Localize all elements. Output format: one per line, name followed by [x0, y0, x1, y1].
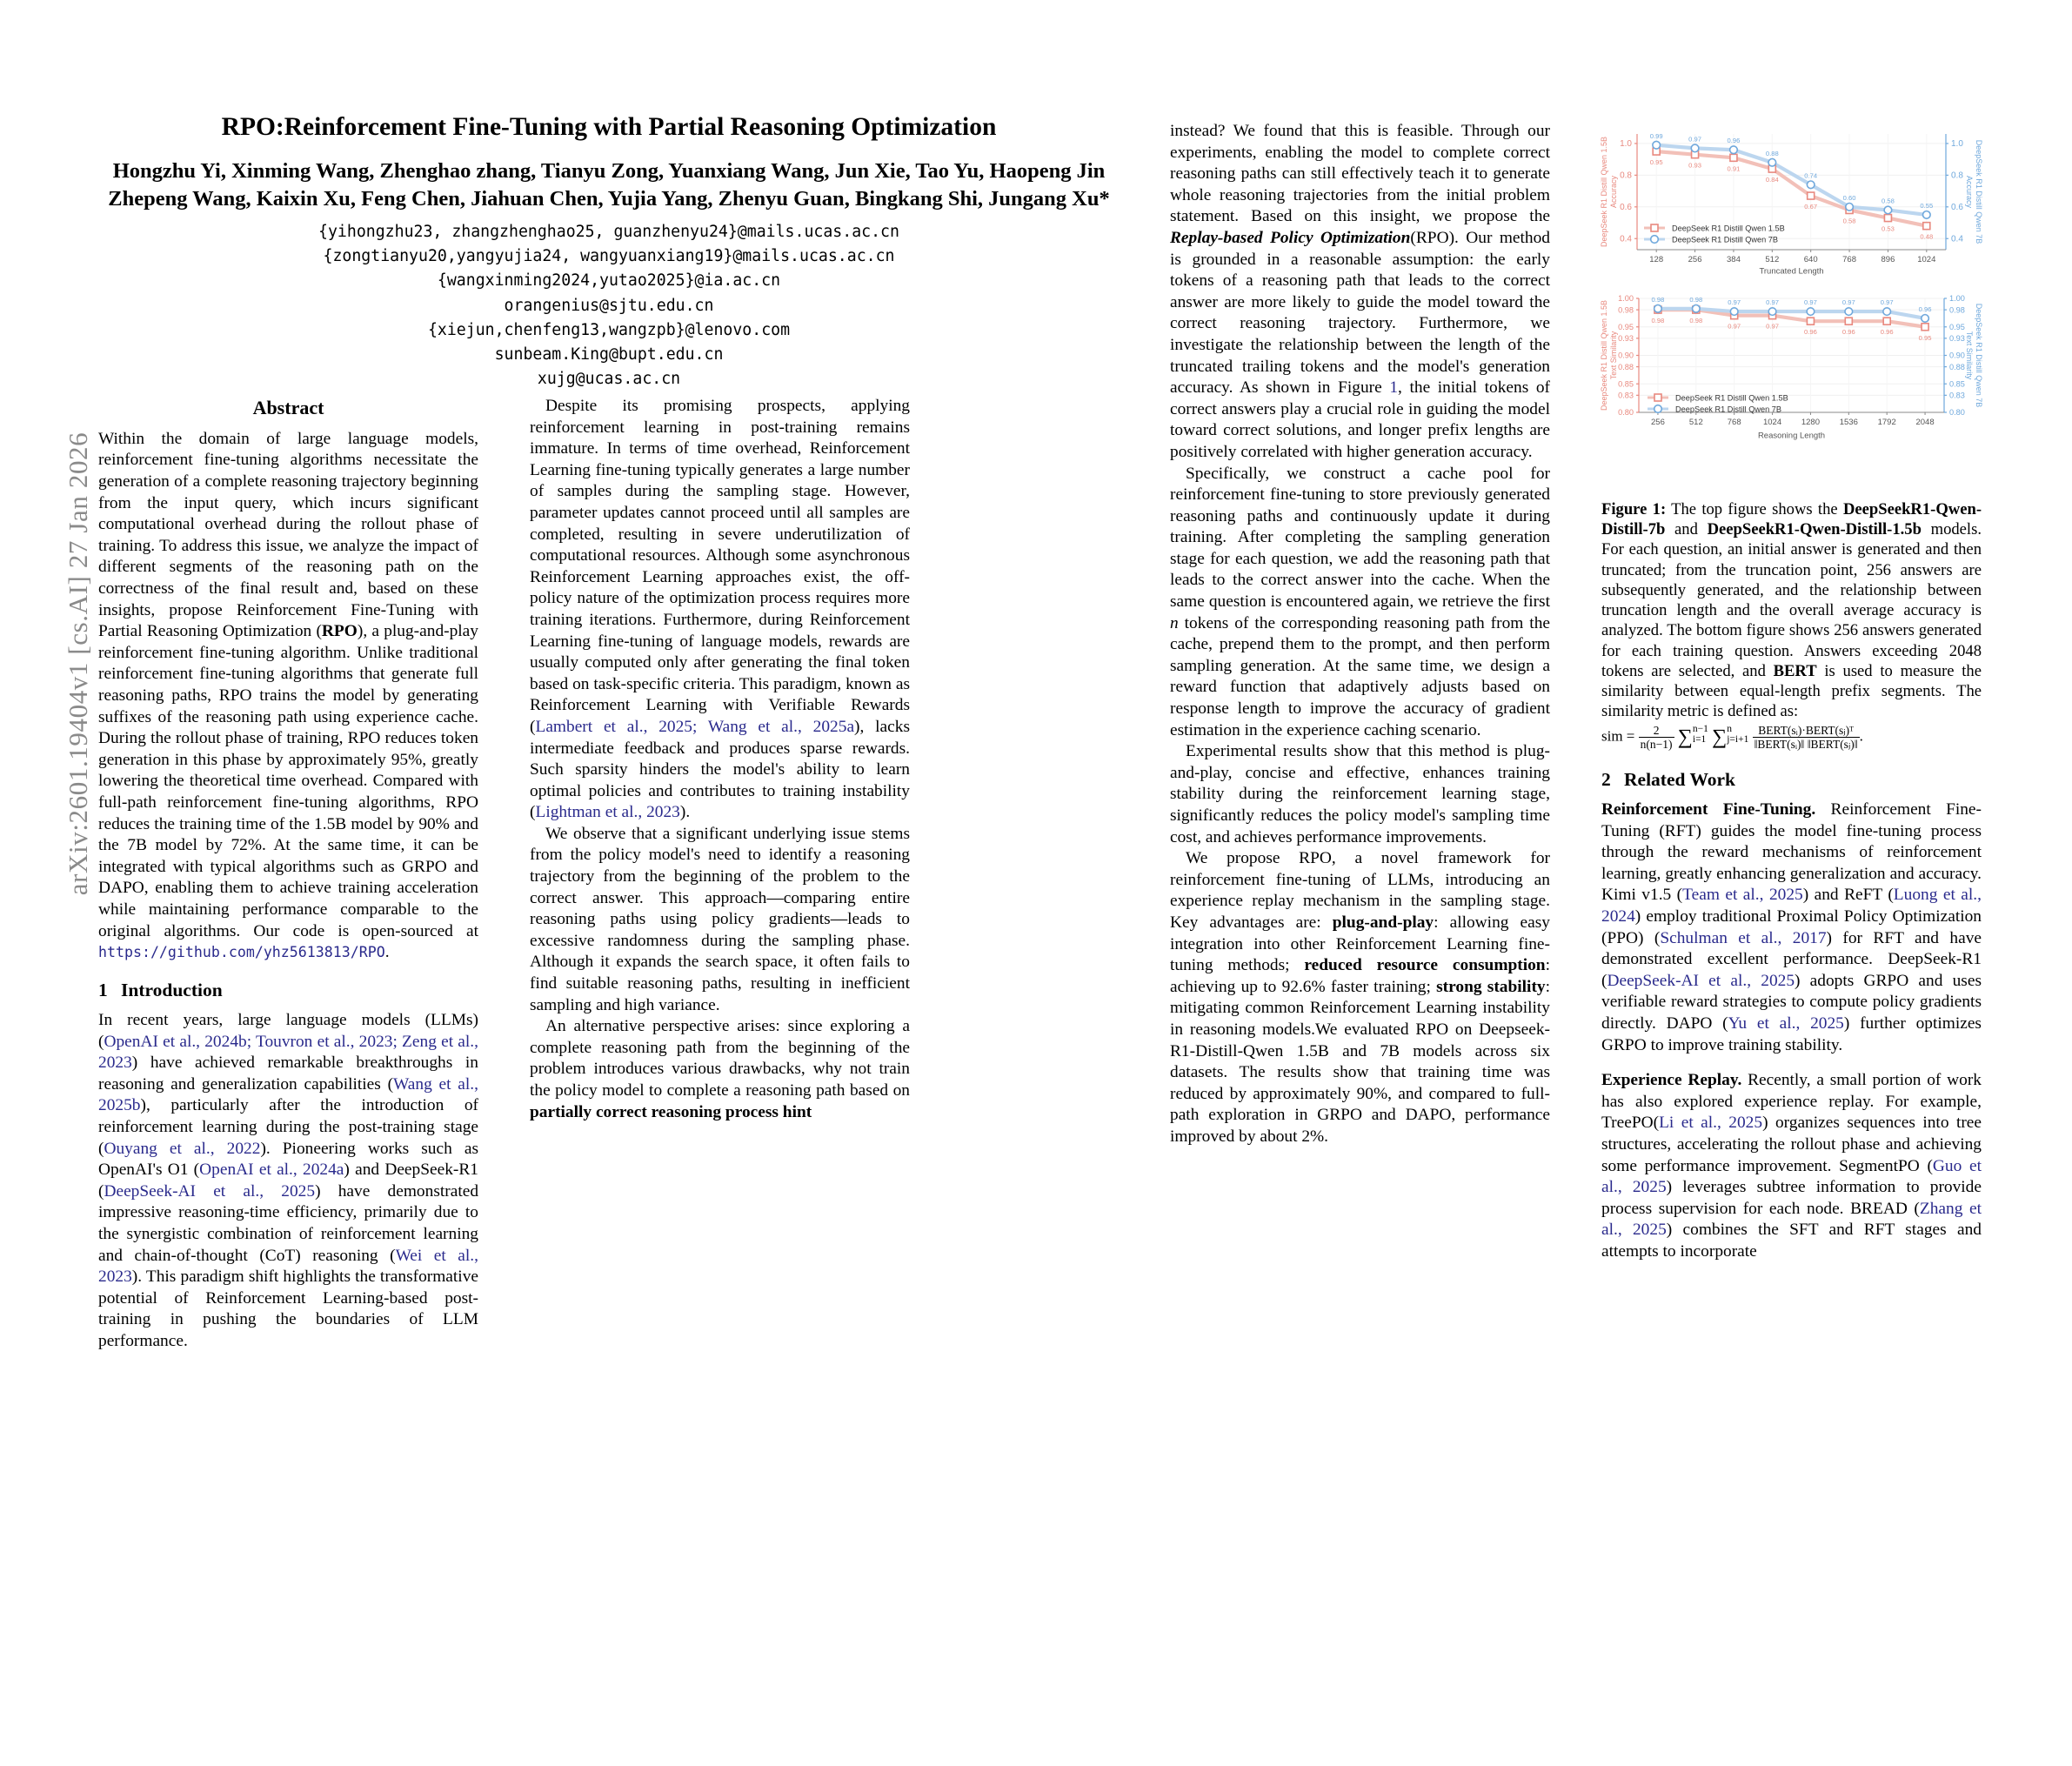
email-line: orangenius@sjtu.edu.cn — [504, 296, 714, 315]
t: ) and DeepSeek-R1 ( — [98, 1161, 479, 1201]
related-work-rft-paragraph — [1601, 799, 1982, 1056]
svg-text:Truncated Length: Truncated Length — [1759, 266, 1824, 276]
svg-text:0.8: 0.8 — [1620, 171, 1632, 181]
t: We propose RPO, a novel framework for reinforcement fine-tuning of LLMs, introducing an experience replay mechanism in the sampling stage. Key advantages are: — [1170, 849, 1550, 932]
svg-text:1024: 1024 — [1762, 418, 1782, 427]
svg-text:0.98: 0.98 — [1651, 317, 1665, 325]
svg-text:1.0: 1.0 — [1951, 139, 1963, 150]
column-4 — [1601, 487, 1982, 1766]
abstract-bold-rpo: RPO — [321, 622, 358, 641]
t: ). — [679, 803, 691, 822]
email-block — [87, 220, 1131, 391]
svg-text:0.80: 0.80 — [1949, 408, 1965, 418]
t: ), particularly after the introduction of reinforcement learning during the post-training stage ( — [98, 1096, 478, 1158]
svg-text:Text Similarity: Text Similarity — [1965, 331, 1974, 380]
t: n−1 — [1692, 724, 1708, 735]
svg-text:0.99: 0.99 — [1649, 131, 1663, 140]
svg-text:0.58: 0.58 — [1842, 217, 1856, 225]
svg-text:0.96: 0.96 — [1727, 137, 1741, 145]
svg-text:0.60: 0.60 — [1842, 193, 1856, 202]
citation[interactable]: Team et al., 2025 — [1682, 886, 1803, 905]
citation[interactable]: Yu et al., 2025 — [1728, 1013, 1844, 1033]
section-heading-introduction — [98, 979, 478, 1002]
t: i=1 — [1692, 734, 1707, 746]
svg-text:1.0: 1.0 — [1620, 139, 1632, 150]
t: tokens of the corresponding reasoning path from the cache, prepend them to the prompt, and then perform sampling generation. At the same time, we design a reward function that adaptively adjusts based on response length to improve the accuracy of gradient estimation in the experience caching scenario. — [1170, 613, 1550, 739]
bert-label: BERT — [1773, 661, 1817, 680]
t: The top figure shows the — [1666, 500, 1843, 518]
svg-text:Reasoning Length: Reasoning Length — [1757, 431, 1826, 440]
t: Experimental results show that this method is plug-and-play, concise and effective, enhances training stability during the reinforcement learning stage, significantly reduces the policy model's sampling time cost, and achieves performance improvements. — [1170, 742, 1550, 846]
svg-text:DeepSeek R1 Distill Qwen 1.5B: DeepSeek R1 Distill Qwen 1.5B — [1600, 136, 1608, 248]
svg-text:0.97: 0.97 — [1766, 298, 1779, 307]
citation[interactable]: Wei et al., 2023 — [98, 1246, 478, 1287]
svg-text:0.6: 0.6 — [1951, 203, 1963, 213]
svg-text:0.98: 0.98 — [1651, 295, 1665, 304]
t: Reinforcement Fine-Tuning (RFT) guides the model fine-tuning process through the reward mechanisms of reinforcement learning, greatly enhancing generalization and accuracy. Kimi v1.5 ( — [1601, 800, 1982, 905]
intro-paragraph-7 — [1170, 848, 1550, 1147]
svg-text:0.93: 0.93 — [1618, 334, 1634, 344]
figure-label: Figure 1: — [1601, 500, 1667, 518]
svg-text:DeepSeek R1 Distill Qwen 7B: DeepSeek R1 Distill Qwen 7B — [1672, 235, 1779, 244]
t: is used to measure the similarity between equal-length prefix segments. The similarity metric is defined as: — [1601, 661, 1982, 721]
svg-text:0.97: 0.97 — [1804, 298, 1817, 307]
intro-paragraph-6 — [1170, 741, 1550, 848]
t: Specifically, we construct a cache pool for reinforcement fine-tuning to store previously generated reasoning paths and continuously update it during training. After completing the sampling generation stage for each question, we add the reasoning path that leads to the correct answer into the cache. When the same question is encountered again, we retrieve the first — [1170, 464, 1550, 612]
svg-text:2048: 2048 — [1915, 418, 1935, 427]
citation[interactable]: Li et al., 2025 — [1659, 1114, 1763, 1133]
svg-text:0.98: 0.98 — [1618, 305, 1634, 315]
t: ) organizes sequences into tree structures, accelerating the rollout phase and achieving some performance improvement. SegmentPO ( — [1601, 1114, 1982, 1175]
citation[interactable]: Ouyang et al., 2022 — [104, 1139, 261, 1158]
t: ). Pioneering works such as OpenAI's O1 ( — [98, 1139, 478, 1180]
citation[interactable]: OpenAI et al., 2024a — [199, 1161, 344, 1180]
intro-paragraph-2 — [530, 396, 910, 824]
svg-text:0.93: 0.93 — [1949, 334, 1965, 344]
t: In recent years, large language models (LLMs) ( — [98, 1010, 478, 1051]
t: ). This paradigm shift highlights the transformative potential of Reinforcement Learning-based post-training in pushing the boundaries of LLM performance. — [98, 1268, 478, 1350]
svg-text:512: 512 — [1765, 255, 1780, 264]
t: n — [1727, 724, 1732, 735]
bold-phrase: reduced resource consumption — [1304, 956, 1546, 975]
svg-text:1280: 1280 — [1801, 418, 1821, 427]
citation[interactable]: DeepSeek-AI et al., 2025 — [1607, 971, 1795, 990]
svg-text:0.4: 0.4 — [1620, 234, 1632, 244]
svg-text:0.98: 0.98 — [1949, 305, 1965, 315]
svg-text:DeepSeek R1 Distill Qwen 1.5B: DeepSeek R1 Distill Qwen 1.5B — [1600, 299, 1608, 411]
column-2 — [530, 396, 910, 1396]
t: ) for RFT and have demonstrated excellent performance. DeepSeek-R1 ( — [1601, 928, 1982, 990]
t: We observe that a significant underlying issue stems from the policy model's need to identify a reasoning trajectory from the beginning of the problem to the correct answer. This approach—comparing entire reasoning paths using policy gradients—leads to excessive randomness during the sampling phase. Although it expands the search space, it often fails to find suitable reasoning paths, resulting in inefficient sampling and high variance. — [530, 824, 910, 1014]
model-name-7b: DeepSeekR1-Qwen-Distill-7b — [1601, 500, 1982, 539]
summation-limits — [1727, 725, 1748, 745]
t: ) adopts GRPO and uses verifiable reward strategies to compute policy gradients directly. DAPO ( — [1601, 971, 1982, 1033]
svg-text:0.55: 0.55 — [1920, 201, 1934, 210]
svg-text:0.97: 0.97 — [1688, 135, 1701, 144]
citation[interactable]: Lambert et al., 2025; Wang et al., 2025a — [535, 717, 855, 736]
citation[interactable]: Wang et al., 2025b — [98, 1074, 478, 1115]
svg-text:0.93: 0.93 — [1688, 161, 1701, 170]
svg-text:0.95: 0.95 — [1918, 333, 1932, 342]
t: 2 — [1639, 724, 1674, 738]
t: (RPO). Our method is grounded in a reasonable assumption: the early tokens of a reasoning path that leads to the correct answer are more likely to guide the model toward the correct reasoning trajectory. Furthermore, we investigate the relationship between the length of the truncated trailing tokens and the model's generation accuracy. As shown in Figure — [1170, 228, 1550, 398]
t: : allowing easy integration into other Reinforcement Learning fine-tuning methods; — [1170, 913, 1550, 975]
section-number: 1 — [98, 979, 108, 1000]
svg-text:0.88: 0.88 — [1765, 149, 1779, 157]
svg-text:0.96: 0.96 — [1918, 304, 1932, 313]
t: . — [1859, 727, 1863, 745]
intro-paragraph-3 — [530, 824, 910, 1016]
figure-reference[interactable]: 1 — [1389, 378, 1399, 398]
abstract-body — [98, 429, 478, 964]
svg-text:Accuracy: Accuracy — [1609, 175, 1618, 209]
email-line: {yihongzhu23, zhangzhenghao25, guanzhenyu24}@mails.ucas.ac.cn — [318, 223, 899, 242]
svg-text:0.4: 0.4 — [1951, 234, 1963, 244]
page-title: RPO:Reinforcement Fine-Tuning with Partial Reasoning Optimization — [221, 113, 997, 141]
email-line: xujg@ucas.ac.cn — [537, 370, 681, 389]
svg-text:1.00: 1.00 — [1949, 294, 1965, 304]
svg-text:DeepSeek R1 Distill Qwen 7B: DeepSeek R1 Distill Qwen 7B — [1975, 303, 1983, 408]
summation-symbol: ∑ — [1677, 726, 1693, 749]
email-line: {zongtianyu20,yangyujia24, wangyuanxiang19}@mails.ucas.ac.cn — [323, 247, 895, 266]
svg-text:0.95: 0.95 — [1618, 322, 1634, 331]
intro-paragraph-4-cont — [1170, 121, 1550, 464]
t: models. For each question, an initial answer is generated and then truncated; from the truncation point, 256 answers are subsequently generated, and the relationship between truncation length and the overall average accuracy is analyzed. The bottom figure shows 256 answers generated for each training question. Answers exceeding 2048 tokens are selected, and — [1601, 520, 1982, 680]
t: ) have demonstrated impressive reasoning-time efficiency, primarily due to the synergistic combination of reinforcement learning and chain-of-thought (CoT) reasoning ( — [98, 1181, 479, 1265]
chart-reasoning-length-similarity — [1599, 288, 1984, 440]
section-number: 2 — [1601, 768, 1611, 790]
svg-text:768: 768 — [1727, 418, 1741, 427]
svg-text:0.97: 0.97 — [1880, 298, 1894, 307]
citation[interactable]: Guo et al., 2025 — [1601, 1156, 1982, 1197]
svg-text:0.48: 0.48 — [1920, 232, 1934, 241]
svg-text:0.91: 0.91 — [1727, 164, 1741, 173]
citation[interactable]: DeepSeek-AI et al., 2025 — [104, 1181, 316, 1201]
svg-text:0.97: 0.97 — [1841, 298, 1855, 307]
svg-text:1536: 1536 — [1839, 418, 1858, 427]
svg-text:512: 512 — [1688, 418, 1703, 427]
svg-text:0.95: 0.95 — [1949, 322, 1965, 331]
formula-cosine-ratio — [1753, 724, 1860, 751]
svg-text:0.95: 0.95 — [1649, 158, 1663, 167]
t: ‖BERT(sᵢ)‖ ‖BERT(sⱼ)‖ — [1754, 737, 1858, 751]
svg-text:0.88: 0.88 — [1618, 362, 1634, 371]
svg-text:0.88: 0.88 — [1949, 362, 1965, 371]
t: ) have achieved remarkable breakthroughs in reasoning and generalization capabilities ( — [98, 1054, 478, 1094]
chart-truncated-length-accuracy — [1599, 124, 1984, 276]
svg-text:DeepSeek R1 Distill Qwen 1.5B: DeepSeek R1 Distill Qwen 1.5B — [1675, 393, 1788, 403]
t: ), lacks intermediate feedback and produces sparse rewards. Such sparsity hinders the model's ability to learn optimal policies and contributes to training instability ( — [530, 717, 910, 822]
intro-paragraph-4 — [530, 1016, 910, 1123]
svg-text:0.83: 0.83 — [1949, 391, 1965, 400]
svg-text:Accuracy: Accuracy — [1965, 175, 1974, 209]
svg-text:0.97: 0.97 — [1728, 322, 1741, 331]
svg-text:0.90: 0.90 — [1949, 351, 1965, 360]
t: BERT(sᵢ)·BERT(sⱼ)ᵀ — [1753, 724, 1860, 738]
summation-symbol: ∑ — [1712, 726, 1728, 749]
svg-text:0.96: 0.96 — [1841, 328, 1855, 337]
svg-text:1792: 1792 — [1877, 418, 1896, 427]
svg-text:1.00: 1.00 — [1618, 294, 1634, 304]
t: : mitigating common Reinforcement Learning instability in reasoning models.We evaluated RPO on Deepseek-R1-Distill-Qwen 1.5B and 7B models across six datasets. The results show that training time was reduced by approximately 90%, and compared to full-path exploration in GRPO and DAPO, performance improved by about 2%. — [1170, 977, 1550, 1146]
svg-text:0.97: 0.97 — [1728, 298, 1741, 307]
runin-heading-rft: Reinforcement Fine-Tuning. — [1601, 800, 1816, 819]
t: Recently, a small portion of work has also explored experience replay. For example, TreePO( — [1601, 1071, 1982, 1133]
section-title: Introduction — [121, 979, 223, 1000]
citation[interactable]: Zhang et al., 2025 — [1601, 1199, 1982, 1240]
bold-italic-phrase: Replay-based Policy Optimization — [1170, 228, 1411, 247]
svg-text:0.8: 0.8 — [1951, 171, 1963, 181]
column-3 — [1170, 121, 1550, 1400]
math-var-n: n — [1170, 613, 1179, 632]
t: Despite its promising prospects, applying reinforcement learning in post-training remains immature. In terms of time overhead, Reinforcement Learning fine-tuning typically generates a large number of samples during the sampling stage. However, parameter updates cannot proceed until all samples are completed, resulting in severe underutilization of computational resources. Although some asynchronous Reinforcement Learning approaches exist, the off-policy nature of the optimization process requires more training iterations. Furthermore, during Reinforcement Learning fine-tuning of language models, rewards are usually computed only after generating the final token based on task-specific criteria. This paradigm, known as Reinforcement Learning with Verifiable Rewards ( — [530, 397, 910, 736]
t: An alternative perspective arises: since exploring a complete reasoning path from the beginning of the problem introduces various drawbacks, why not train the policy model to complete a reasoning path based on — [530, 1017, 910, 1100]
svg-text:DeepSeek R1 Distill Qwen 1.5B: DeepSeek R1 Distill Qwen 1.5B — [1672, 224, 1785, 233]
runin-heading-experience-replay: Experience Replay. — [1601, 1071, 1742, 1090]
abstract-text-c: . — [384, 943, 390, 962]
svg-text:256: 256 — [1651, 418, 1665, 427]
model-name-1-5b: DeepSeekR1-Qwen-Distill-1.5b — [1707, 520, 1922, 539]
citation[interactable]: OpenAI et al., 2024b; Touvron et al., 2023; Zeng et al., 2023 — [98, 1032, 478, 1073]
figure-caption — [1601, 499, 1982, 751]
figure-1 — [1599, 124, 1984, 440]
svg-text:0.80: 0.80 — [1618, 408, 1634, 418]
citation[interactable]: Luong et al., 2024 — [1601, 886, 1982, 926]
t: ) employ traditional Proximal Policy Optimization (PPO) ( — [1601, 907, 1982, 947]
svg-text:0.85: 0.85 — [1949, 379, 1965, 389]
svg-text:Text Similarity: Text Similarity — [1609, 331, 1618, 380]
t: ) further optimizes GRPO to improve training stability. — [1601, 1013, 1982, 1054]
svg-text:256: 256 — [1688, 255, 1702, 264]
column-1 — [98, 396, 478, 1396]
svg-text:1024: 1024 — [1917, 255, 1936, 264]
formula-lhs: sim = — [1601, 727, 1635, 745]
t: ) combines the SFT and RFT stages and attempts to incorporate — [1601, 1221, 1982, 1261]
svg-text:384: 384 — [1727, 255, 1741, 264]
svg-text:0.58: 0.58 — [1882, 197, 1895, 205]
section-heading-related-work — [1601, 768, 1982, 792]
t: j=i+1 — [1727, 734, 1749, 746]
svg-text:0.96: 0.96 — [1804, 328, 1817, 337]
t: ) and ReFT ( — [1802, 886, 1894, 905]
svg-text:0.90: 0.90 — [1618, 351, 1634, 360]
t: ) leverages subtree information to provide process supervision for each node. BREAD ( — [1601, 1178, 1982, 1218]
arxiv-stamp: arXiv:2601.19404v1 [cs.AI] 27 Jan 2026 — [63, 431, 93, 896]
svg-text:0.98: 0.98 — [1689, 317, 1703, 325]
t: and — [1665, 520, 1708, 539]
svg-text:0.6: 0.6 — [1620, 203, 1632, 213]
email-line: sunbeam.King@bupt.edu.cn — [494, 345, 724, 365]
svg-text:0.84: 0.84 — [1765, 176, 1779, 184]
code-url-link[interactable]: https://github.com/yhz5613813/RPO — [98, 944, 385, 961]
related-work-er-paragraph — [1601, 1070, 1982, 1262]
svg-text:DeepSeek R1 Distill Qwen 7B: DeepSeek R1 Distill Qwen 7B — [1975, 139, 1983, 244]
title-block — [87, 111, 1131, 391]
t: , the initial tokens of correct answers play a crucial role in guiding the model toward correct solutions, and longer prefix lengths are positively correlated with higher generation accuracy. — [1170, 378, 1551, 461]
bold-phrase: partially correct reasoning process hint — [530, 1102, 812, 1121]
svg-text:0.83: 0.83 — [1618, 391, 1634, 400]
t: : achieving up to 92.6% faster training; — [1170, 956, 1550, 996]
svg-text:640: 640 — [1803, 255, 1818, 264]
abstract-heading: Abstract — [252, 397, 324, 418]
svg-text:0.98: 0.98 — [1689, 295, 1703, 304]
svg-text:0.96: 0.96 — [1880, 328, 1894, 337]
similarity-formula — [1601, 724, 1982, 751]
email-line: {xiejun,chenfeng13,wangzpb}@lenovo.com — [427, 320, 791, 339]
abstract-text-a: Within the domain of large language models, reinforcement fine-tuning algorithms necessitate the generation of a complete reasoning trajectory beginning from the input query, which incurs significant computational overhead during the rollout phase of training. To address this issue, we analyze the impact of different segments of the reasoning path on the correctness of the final result and, based on these insights, propose Reinforcement Fine-Tuning with Partial Reasoning Optimization ( — [98, 429, 478, 641]
formula-fraction — [1639, 724, 1674, 751]
author-line-1: Hongzhu Yi, Xinming Wang, Zhenghao zhang, Tianyu Zong, Yuanxiang Wang, Jun Xie, Tao Yu, Haopeng Jin — [112, 158, 1106, 183]
citation[interactable]: Lightman et al., 2023 — [535, 803, 680, 822]
svg-text:896: 896 — [1881, 255, 1895, 264]
section-title: Related Work — [1624, 768, 1736, 790]
summation-limits — [1693, 725, 1708, 745]
intro-paragraph-5 — [1170, 464, 1550, 742]
svg-text:0.74: 0.74 — [1804, 171, 1818, 180]
t: instead? We found that this is feasible. Through our experiments, enabling the model to complete correct reasoning paths can still effectively teach it to generate whole reasoning trajectories from the initial problem statement. Based on this insight, we propose the — [1170, 122, 1550, 226]
t: n(n−1) — [1640, 737, 1673, 751]
svg-text:128: 128 — [1649, 255, 1664, 264]
author-line-2: Zhepeng Wang, Kaixin Xu, Feng Chen, Jiahuan Chen, Yujia Yang, Zhenyu Guan, Bingkang Shi, Jungang Xu* — [108, 187, 1110, 211]
svg-text:0.85: 0.85 — [1618, 379, 1634, 389]
svg-text:DeepSeek R1 Distill Qwen 7B: DeepSeek R1 Distill Qwen 7B — [1675, 405, 1782, 414]
bold-phrase: strong stability — [1436, 977, 1546, 996]
abstract-text-b: ), a plug-and-play reinforcement fine-tuning algorithm. Unlike traditional reinforcement fine-tuning algorithms that generate full reasoning paths, RPO trains the model by generating suffixes of the reasoning path using experience cache. During the rollout phase of training, RPO reduces token generation in this phase by approximately 95%, greatly lowering the theoretical time overhead. Compared with full-path reinforcement fine-tuning algorithms, RPO reduces the training time of the 1.5B model by 90% and the 7B model by 72%. At the same time, it can be integrated with typical algorithms such as GRPO and DAPO, enabling them to achieve training acceleration while maintaining performance comparable to the original algorithms. Our code is open-sourced at — [98, 622, 478, 940]
intro-paragraph-1 — [98, 1010, 478, 1353]
citation[interactable]: Schulman et al., 2017 — [1660, 928, 1827, 947]
svg-text:0.53: 0.53 — [1882, 224, 1895, 233]
svg-text:768: 768 — [1842, 255, 1856, 264]
svg-text:0.67: 0.67 — [1804, 203, 1818, 211]
email-line: {wangxinming2024,yutao2025}@ia.ac.cn — [437, 271, 781, 291]
bold-phrase: plug-and-play — [1332, 913, 1434, 932]
svg-text:0.97: 0.97 — [1766, 322, 1779, 331]
